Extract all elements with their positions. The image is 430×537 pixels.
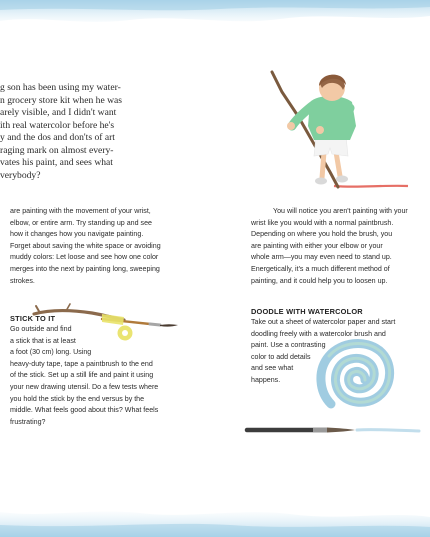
watercolor-spiral-illustration — [243, 330, 425, 448]
body-line: a foot (30 cm) long. Using — [10, 348, 92, 357]
body-line: and see what — [251, 364, 294, 373]
body-line: merges into the next by painting long, sweeping — [10, 264, 160, 273]
stick-to-it-paragraph — [10, 324, 158, 428]
stick-to-it-heading: STICK TO IT — [10, 314, 56, 323]
intro-line: verybody? — [0, 169, 41, 181]
body-line: how it changes how you navigate painting. — [10, 230, 144, 239]
intro-line: ith real watercolor before he's — [0, 119, 115, 131]
body-line: elbow, or entire arm. Try standing up and see — [10, 218, 152, 227]
body-line: of the stick. Set up a still life and paint it using — [10, 371, 154, 380]
intro-paragraph — [0, 82, 152, 182]
body-line: happens. — [251, 375, 281, 384]
body-line: color to add details — [251, 352, 311, 361]
child-painting-illustration — [262, 68, 412, 200]
body-line: are painting with either your elbow or your — [251, 241, 383, 250]
bottom-watercolor-wash — [0, 503, 430, 537]
top-watercolor-wash — [0, 0, 430, 30]
body-line: Forget about saving the white space or avoiding — [10, 241, 161, 250]
body-line: strokes. — [10, 276, 35, 285]
body-line: whole arm—you may even need to stand up. — [251, 253, 392, 262]
body-line: paint. Use a contrasting — [251, 341, 326, 350]
body-line: Take out a sheet of watercolor paper and start — [251, 318, 396, 326]
intro-line: vates his paint, and sees what — [0, 157, 113, 168]
intro-line: arely visible, and I didn't want — [0, 107, 117, 118]
body-line: painting, and it could help you to loosen up. — [251, 276, 388, 285]
body-line: wrist like you would with a normal paintbrush. — [251, 218, 394, 227]
body-line: are painting with the movement of your wrist, — [10, 207, 151, 215]
intro-line: g son has been using my water- — [0, 82, 121, 93]
body-line: Energetically, it's a much different method of — [251, 264, 390, 273]
doodle-with-watercolor-heading: DOODLE WITH WATERCOLOR — [251, 307, 363, 316]
body-line: you hold the stick by the end versus by the — [10, 394, 145, 403]
body-line: You will notice you aren't painting with your — [273, 207, 408, 215]
body-line: Depending on where you hold the brush, you — [251, 230, 393, 239]
intro-line: n grocery store kit when he was — [0, 94, 123, 106]
body-line: middle. What feels good about this? What feels — [10, 406, 159, 415]
body-line: doodling freely with a watercolor brush and — [251, 329, 386, 338]
body-line: heavy-duty tape, tape a paintbrush to the end — [10, 359, 153, 368]
body-line: a stick that is at least — [10, 336, 76, 345]
right-column-paragraph — [251, 206, 408, 287]
intro-line: raging mark on almost every- — [0, 144, 114, 156]
body-line: muddy colors: Let loose and see how one color — [10, 253, 159, 262]
body-line: Go outside and find — [10, 325, 72, 333]
intro-line: y and the dos and don'ts of art — [0, 132, 115, 143]
body-line: frustrating? — [10, 417, 46, 426]
left-column-paragraph — [10, 206, 161, 287]
body-line: your new drawing utensil. Do a few tests where — [10, 382, 159, 391]
